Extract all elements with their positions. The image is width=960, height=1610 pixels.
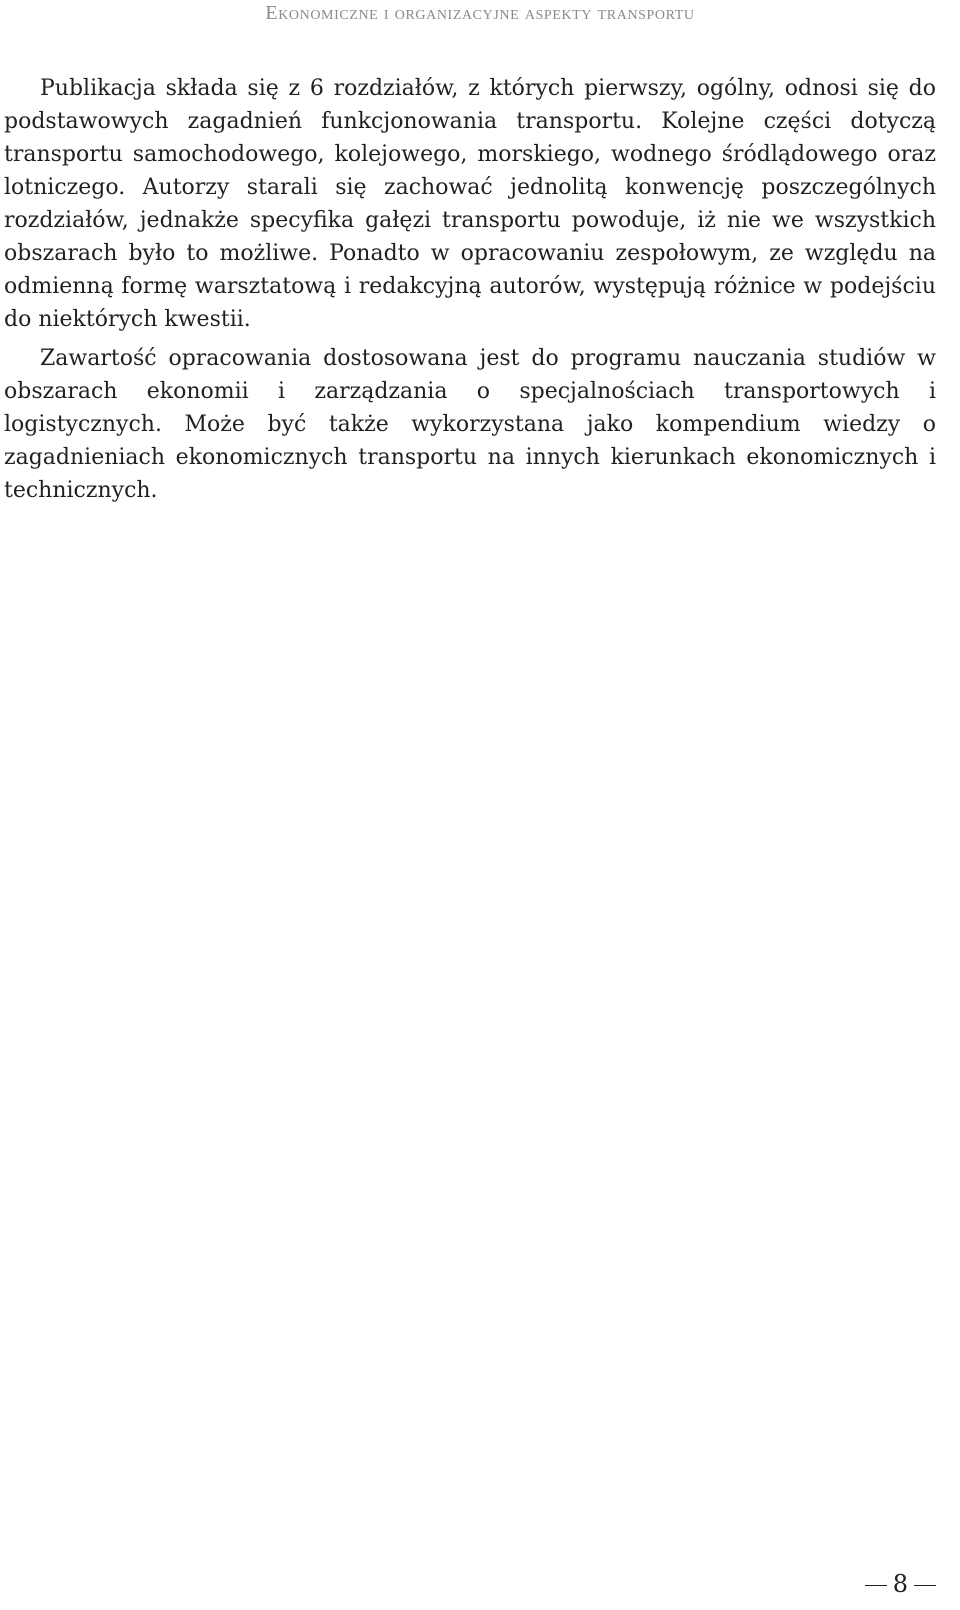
page-number: 8	[892, 1570, 908, 1598]
paragraph-1: Publikacja składa się z 6 rozdziałów, z których pierwszy, ogólny, odnosi się do podstawowych zagadnień funkcjonowania transportu. Kolejne części dotyczą transportu samochodowego, kolejowego, morskiego, wodnego śródlądowego oraz lotniczego. Autorzy starali się zachować jednolitą konwencję poszczególnych rozdziałów, jednakże specyfika gałęzi transportu powoduje, iż nie we wszystkich obszarach było to możliwe. Ponadto w opracowaniu zespołowym, ze względu na odmienną formę warsztatową i redakcyjną autorów, występują różnice w podejściu do niektórych kwestii.	[4, 76, 936, 332]
paragraph-2: Zawartość opracowania dostosowana jest do programu nauczania studiów w obszarach ekonomii i zarządzania o specjalnościach transportowych i logistycznych. Może być także wykorzystana jako kompendium wiedzy o zagadnieniach ekonomicznych transportu na innych kierunkach ekonomicznych i technicznych.	[4, 346, 936, 503]
running-header: Ekonomiczne i organizacyjne aspekty transportu	[265, 2, 695, 24]
footer-dash-right	[914, 1585, 936, 1586]
page-number-footer	[859, 1570, 942, 1598]
footer-dash-left	[865, 1585, 887, 1586]
page-body	[4, 72, 936, 513]
